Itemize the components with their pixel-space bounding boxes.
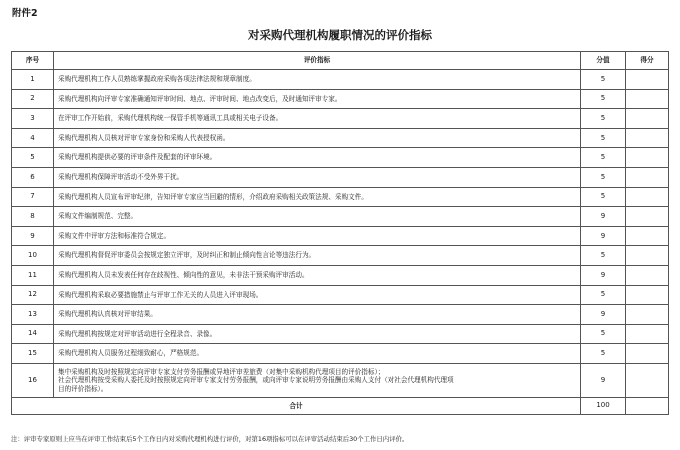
row-indicator: 采购代理机构向评审专家准确通知评审时间、地点、评审时间、地点改变后，及时通知评审专家。 [54,89,581,109]
table-row [12,305,669,325]
table-row [12,148,669,168]
table-row [12,363,669,397]
row-score: 9 [581,226,626,246]
row-index: 5 [12,148,54,168]
row-mark-cell[interactable] [626,363,669,397]
header-score: 分值 [581,52,626,70]
row-score: 5 [581,70,626,90]
row-mark-cell[interactable] [626,324,669,344]
header-index: 序号 [12,52,54,70]
row-score: 9 [581,363,626,397]
row-score: 5 [581,187,626,207]
row-mark-cell[interactable] [626,148,669,168]
row-index: 3 [12,109,54,129]
row-indicator-multiline [54,363,581,397]
row-indicator: 采购代理机构按规定对评审活动进行全程录音、录像。 [54,324,581,344]
row-index: 11 [12,265,54,285]
row-mark-cell[interactable] [626,246,669,266]
attachment-label: 附件2 [12,8,38,19]
row-index: 15 [12,344,54,364]
row-indicator: 采购代理机构提供必要的评审条件及配套的评审环境。 [54,148,581,168]
total-label: 合计 [12,397,581,414]
row-score: 5 [581,89,626,109]
table-row [12,70,669,90]
row-indicator: 采购代理机构认真核对评审结果。 [54,305,581,325]
total-row [12,397,669,414]
row-indicator: 在评审工作开始前，采购代理机构统一保管手机等通讯工具或相关电子设备。 [54,109,581,129]
row-mark-cell[interactable] [626,187,669,207]
table-row [12,89,669,109]
row-indicator: 采购文件编制规范、完整。 [54,207,581,227]
table-header-row [12,52,669,70]
table-row [12,187,669,207]
row-index: 12 [12,285,54,305]
row-score: 9 [581,305,626,325]
row-score: 5 [581,167,626,187]
row-indicator: 采购代理机构督促评审委员会按规定独立评审，及时纠正和制止倾向性言论等违法行为。 [54,246,581,266]
row-score: 9 [581,265,626,285]
row-indicator: 采购代理机构采取必要措施禁止与评审工作无关的人员进入评审现场。 [54,285,581,305]
row-index: 16 [12,363,54,397]
row-indicator: 采购代理机构人员宣布评审纪律，告知评审专家应当回避的情形，介绍政府采购相关政策法规、采购文件。 [54,187,581,207]
total-mark-cell[interactable] [626,397,669,414]
row-mark-cell[interactable] [626,89,669,109]
table-row [12,128,669,148]
row-index: 13 [12,305,54,325]
row-mark-cell[interactable] [626,285,669,305]
row-indicator: 采购代理机构人员服务过程细致耐心，严格规范。 [54,344,581,364]
row-mark-cell[interactable] [626,265,669,285]
row-score: 5 [581,285,626,305]
row-score: 5 [581,128,626,148]
row-score: 5 [581,109,626,129]
table-row [12,265,669,285]
row-score: 5 [581,148,626,168]
row-index: 6 [12,167,54,187]
row-mark-cell[interactable] [626,207,669,227]
document-title: 对采购代理机构履职情况的评价指标 [248,28,432,42]
table-row [12,285,669,305]
table-row [12,344,669,364]
footnote: 注：评审专家原则上应当在评审工作结束后5个工作日内对采购代理机构进行评价，对第16项指标可以在评审活动结束后30个工作日内评价。 [11,435,409,443]
table-row [12,324,669,344]
row-indicator-line: 目的评价指标）。 [58,384,108,393]
row-index: 1 [12,70,54,90]
row-mark-cell[interactable] [626,109,669,129]
row-index: 8 [12,207,54,227]
row-mark-cell[interactable] [626,128,669,148]
row-indicator: 采购代理机构工作人员熟练掌握政府采购各项法律法规和规章制度。 [54,70,581,90]
table-row [12,246,669,266]
total-score: 100 [581,397,626,414]
row-index: 2 [12,89,54,109]
table-row [12,207,669,227]
row-indicator: 采购代理机构保障评审活动不受外界干扰。 [54,167,581,187]
row-index: 4 [12,128,54,148]
row-score: 5 [581,246,626,266]
row-mark-cell[interactable] [626,70,669,90]
row-index: 7 [12,187,54,207]
row-indicator: 采购代理机构人员未发表任何存在歧视性、倾向性的意见，未非法干预采购评审活动。 [54,265,581,285]
row-score: 9 [581,207,626,227]
row-mark-cell[interactable] [626,226,669,246]
row-indicator: 采购文件中评审方法和标准符合规定。 [54,226,581,246]
row-indicator-line: 集中采购机构及时按照规定向评审专家支付劳务报酬或异地评审差旅费（对集中采购机构代理项目的评价指标）； [58,367,385,376]
row-mark-cell[interactable] [626,305,669,325]
header-indicator: 评价指标 [54,52,581,70]
row-indicator: 采购代理机构人员核对评审专家身份和采购人代表授权函。 [54,128,581,148]
evaluation-table [11,51,669,415]
row-score: 5 [581,324,626,344]
table-row [12,109,669,129]
header-mark: 得分 [626,52,669,70]
row-index: 9 [12,226,54,246]
table-row [12,226,669,246]
row-indicator-line: 社会代理机构按受采购人委托及时按照规定向评审专家支付劳务报酬，或向评审专家说明劳务报酬由采购人支付（对社会代理机构代理项 [58,376,454,385]
table-row [12,167,669,187]
row-index: 14 [12,324,54,344]
row-mark-cell[interactable] [626,167,669,187]
row-index: 10 [12,246,54,266]
row-score: 5 [581,344,626,364]
row-mark-cell[interactable] [626,344,669,364]
